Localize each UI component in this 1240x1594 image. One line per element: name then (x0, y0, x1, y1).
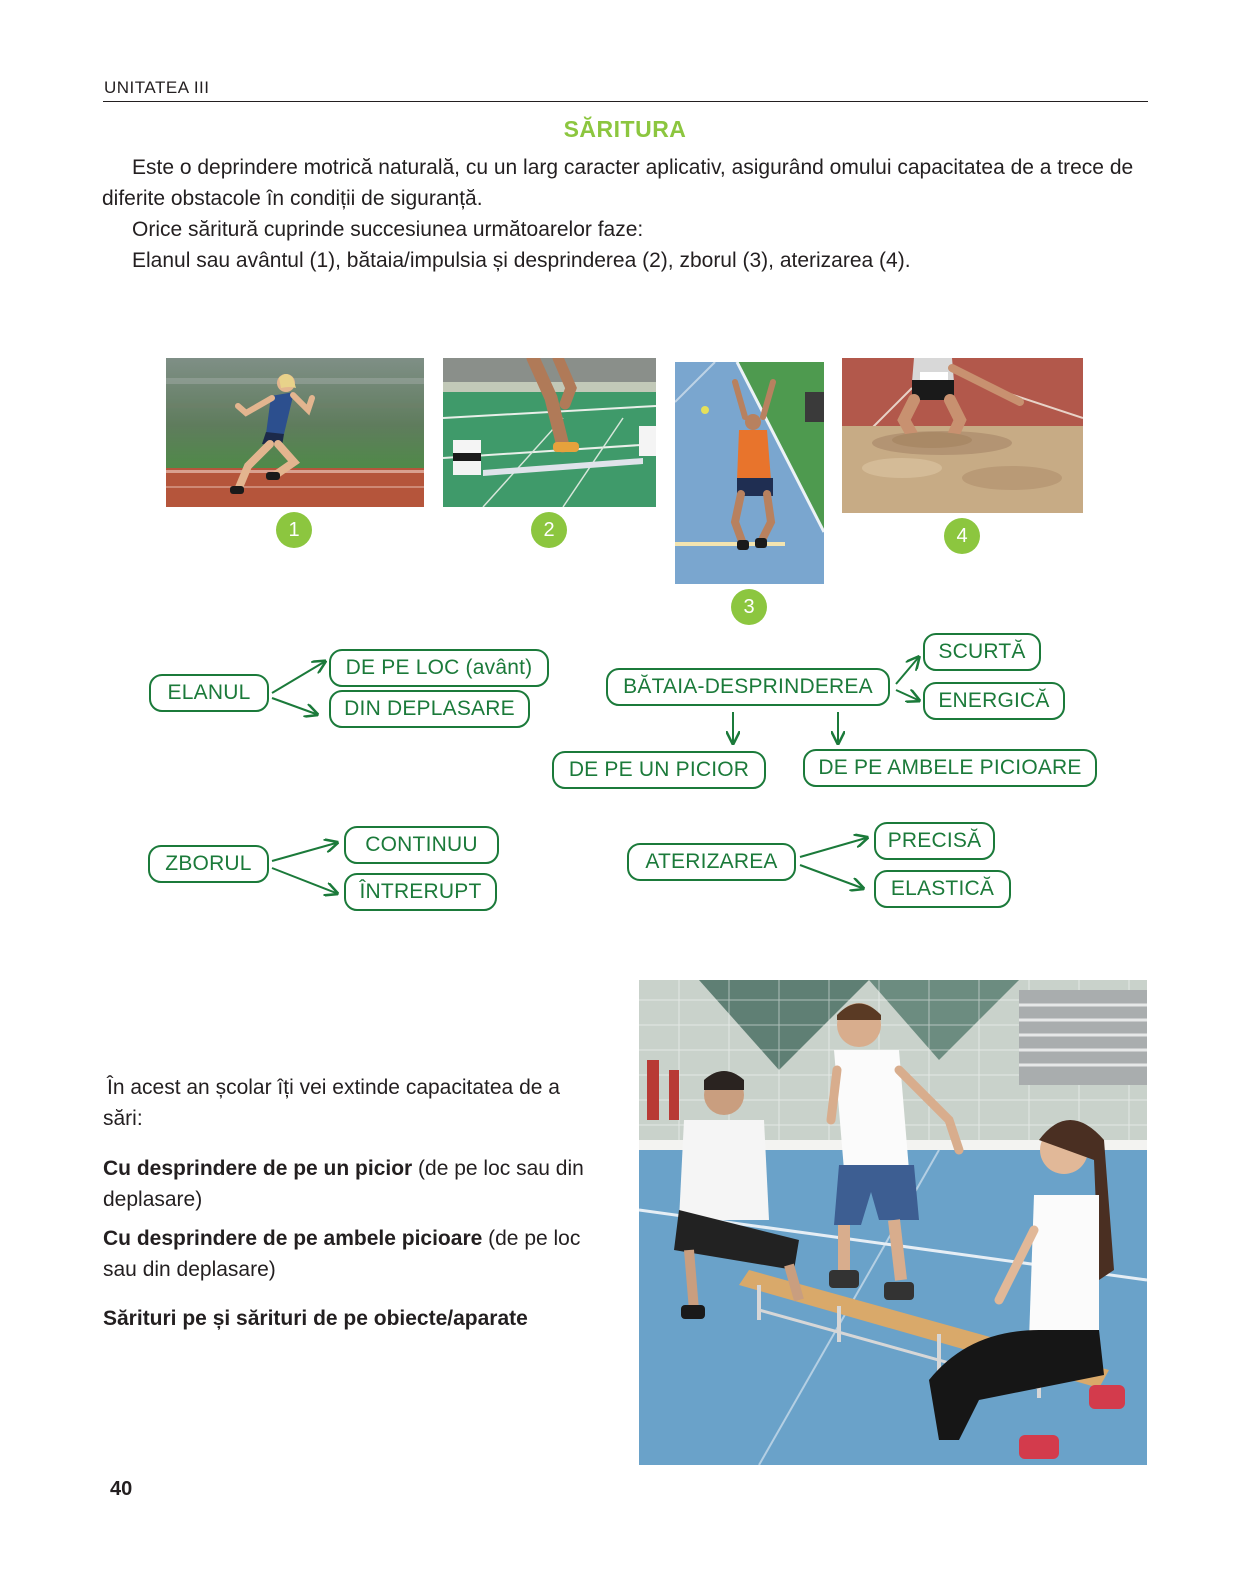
skill-item-both-legs (103, 1223, 603, 1285)
skill-item-objects-bold: Sărituri pe și sărituri de pe obiecte/aparate (103, 1307, 528, 1330)
bottom-lead-text: În acest an școlar îți vei extinde capacitatea de a sări: (103, 1076, 560, 1130)
intro-phases-lead: Orice săritură cuprinde succesiunea următoarelor faze: (132, 218, 644, 241)
diagram-node-aterizarea: ATERIZAREA (627, 843, 796, 881)
photo-number-badge: 4 (944, 518, 980, 554)
photo-number-badge: 3 (731, 589, 767, 625)
diagram-option-energica: ENERGICĂ (923, 682, 1065, 720)
unit-header: UNITATEA III (104, 78, 210, 97)
page-title: SĂRITURA (563, 116, 687, 142)
diagram-node-zborul: ZBORUL (148, 845, 269, 883)
skill-item-both-legs-bold: Cu desprindere de pe ambele picioare (103, 1227, 483, 1250)
diagram-option-din-deplasare: DIN DEPLASARE (329, 690, 530, 728)
photo-number-badge: 2 (531, 512, 567, 548)
skill-item-one-leg-rest: (de pe loc sau din deplasare) (103, 1157, 584, 1211)
diagram-type-ambele-picioare: DE PE AMBELE PICIOARE (803, 749, 1097, 787)
photo-number-badge: 1 (276, 512, 312, 548)
diagram-option-scurta: SCURTĂ (923, 633, 1041, 671)
diagram-option-intrerupt: ÎNTRERUPT (344, 873, 497, 911)
diagram-option-precisa: PRECISĂ (874, 822, 995, 860)
diagram-type-un-picior: DE PE UN PICIOR (552, 751, 766, 789)
skill-item-one-leg (103, 1153, 603, 1215)
diagram-option-continuu: CONTINUU (344, 826, 499, 864)
diagram-node-elanul: ELANUL (149, 674, 269, 712)
page-number: 40 (110, 1478, 133, 1500)
diagram-option-elastica: ELASTICĂ (874, 870, 1011, 908)
intro-phases-list: Elanul sau avântul (1), bătaia/impulsia și desprinderea (2), zborul (3), aterizarea (4). (132, 249, 911, 272)
skill-item-both-legs-rest: (de pe loc sau din deplasare) (103, 1227, 581, 1281)
photo-gym-bench-exercise (639, 980, 1147, 1465)
diagram-node-bataia: BĂTAIA-DESPRINDEREA (606, 668, 890, 706)
intro-paragraph: Este o deprindere motrică naturală, cu un larg caracter aplicativ, asigurând omului capacitatea de a trece de diferite obstacole în condiții de siguranță. (102, 156, 1134, 210)
skill-item-objects (103, 1303, 603, 1334)
diagram-option-de-pe-loc: DE PE LOC (avânt) (329, 649, 549, 687)
skill-item-one-leg-bold: Cu desprindere de pe un picior (103, 1157, 413, 1180)
